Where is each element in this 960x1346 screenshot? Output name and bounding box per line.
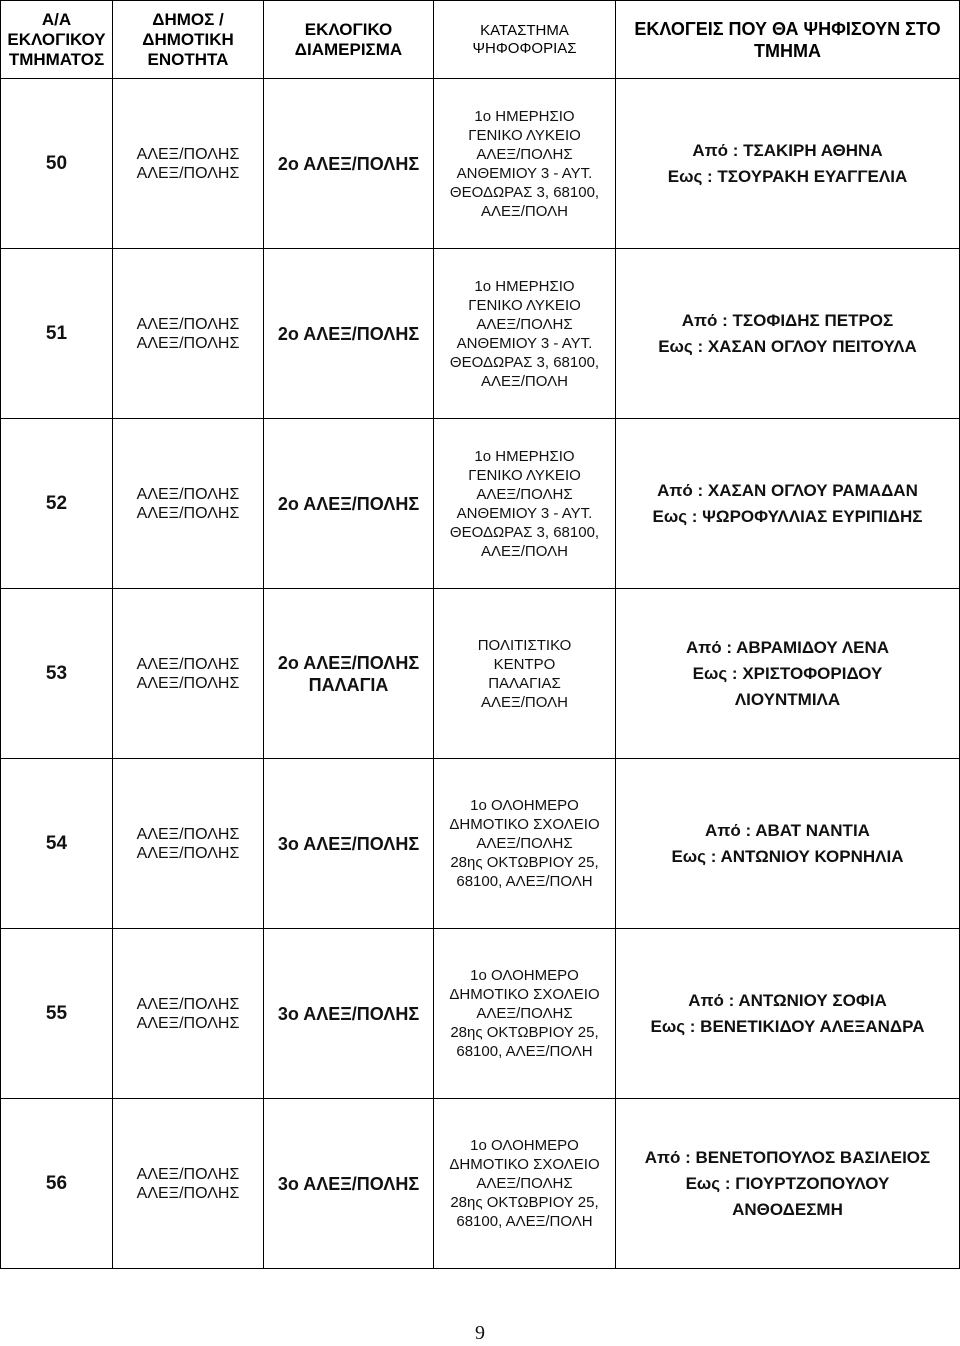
section-number: 53: [1, 589, 113, 759]
voters-range-cell: Από : ΑΒΡΑΜΙΔΟΥ ΛΕΝΑ Εως : ΧΡΙΣΤΟΦΟΡΙΔΟΥ ΛΙΟΥΝΤΜΙΛΑ: [616, 589, 960, 759]
polling-station-cell: 1ο ΗΜΕΡΗΣΙΟ ΓΕΝΙΚΟ ΛΥΚΕΙΟ ΑΛΕΞ/ΠΟΛΗΣ ΑΝΘΕΜΙΟΥ 3 - ΑΥΤ. ΘΕΟΔΩΡΑΣ 3, 68100, ΑΛΕΞ/ΠΟΛΗ: [434, 419, 616, 589]
district-cell: 2ο ΑΛΕΞ/ΠΟΛΗΣ: [264, 419, 434, 589]
polling-station-cell: 1ο ΗΜΕΡΗΣΙΟ ΓΕΝΙΚΟ ΛΥΚΕΙΟ ΑΛΕΞ/ΠΟΛΗΣ ΑΝΘΕΜΙΟΥ 3 - ΑΥΤ. ΘΕΟΔΩΡΑΣ 3, 68100, ΑΛΕΞ/ΠΟΛΗ: [434, 249, 616, 419]
header-katastima: ΚΑΤΑΣΤΗΜΑ ΨΗΦΟΦΟΡΙΑΣ: [434, 1, 616, 79]
municipality-cell: ΑΛΕΞ/ΠΟΛΗΣ ΑΛΕΞ/ΠΟΛΗΣ: [113, 79, 264, 249]
municipality-cell: ΑΛΕΞ/ΠΟΛΗΣ ΑΛΕΞ/ΠΟΛΗΣ: [113, 929, 264, 1099]
polling-station-cell: 1ο ΟΛΟΗΜΕΡΟ ΔΗΜΟΤΙΚΟ ΣΧΟΛΕΙΟ ΑΛΕΞ/ΠΟΛΗΣ 28ης ΟΚΤΩΒΡΙΟΥ 25, 68100, ΑΛΕΞ/ΠΟΛΗ: [434, 759, 616, 929]
table-row: [1, 759, 960, 929]
section-number: 56: [1, 1099, 113, 1269]
table-row: [1, 1099, 960, 1269]
municipality-cell: ΑΛΕΞ/ΠΟΛΗΣ ΑΛΕΞ/ΠΟΛΗΣ: [113, 759, 264, 929]
header-dimos: ΔΗΜΟΣ / ΔΗΜΟΤΙΚΗ ΕΝΟΤΗΤΑ: [113, 1, 264, 79]
municipality-cell: ΑΛΕΞ/ΠΟΛΗΣ ΑΛΕΞ/ΠΟΛΗΣ: [113, 419, 264, 589]
polling-station-cell: 1ο ΟΛΟΗΜΕΡΟ ΔΗΜΟΤΙΚΟ ΣΧΟΛΕΙΟ ΑΛΕΞ/ΠΟΛΗΣ 28ης ΟΚΤΩΒΡΙΟΥ 25, 68100, ΑΛΕΞ/ΠΟΛΗ: [434, 929, 616, 1099]
voters-range-cell: Από : ΒΕΝΕΤΟΠΟΥΛΟΣ ΒΑΣΙΛΕΙΟΣ Εως : ΓΙΟΥΡΤΖΟΠΟΥΛΟΥ ΑΝΘΟΔΕΣΜΗ: [616, 1099, 960, 1269]
voters-range-cell: Από : ΑΒΑΤ ΝΑΝΤΙΑ Εως : ΑΝΤΩΝΙΟΥ ΚΟΡΝΗΛΙΑ: [616, 759, 960, 929]
table-row: [1, 79, 960, 249]
header-aa: Α/Α ΕΚΛΟΓΙΚΟΥ ΤΜΗΜΑΤΟΣ: [1, 1, 113, 79]
table-row: [1, 929, 960, 1099]
voters-range-cell: Από : ΑΝΤΩΝΙΟΥ ΣΟΦΙΑ Εως : ΒΕΝΕΤΙΚΙΔΟΥ ΑΛΕΞΑΝΔΡΑ: [616, 929, 960, 1099]
district-cell: 3ο ΑΛΕΞ/ΠΟΛΗΣ: [264, 929, 434, 1099]
district-cell: 2ο ΑΛΕΞ/ΠΟΛΗΣ: [264, 79, 434, 249]
polling-station-cell: 1ο ΟΛΟΗΜΕΡΟ ΔΗΜΟΤΙΚΟ ΣΧΟΛΕΙΟ ΑΛΕΞ/ΠΟΛΗΣ 28ης ΟΚΤΩΒΡΙΟΥ 25, 68100, ΑΛΕΞ/ΠΟΛΗ: [434, 1099, 616, 1269]
district-cell: 2ο ΑΛΕΞ/ΠΟΛΗΣ: [264, 249, 434, 419]
section-number: 55: [1, 929, 113, 1099]
header-diamerisma: ΕΚΛΟΓΙΚΟ ΔΙΑΜΕΡΙΣΜΑ: [264, 1, 434, 79]
section-number: 52: [1, 419, 113, 589]
polling-station-cell: ΠΟΛΙΤΙΣΤΙΚΟ ΚΕΝΤΡΟ ΠΑΛΑΓΙΑΣ ΑΛΕΞ/ΠΟΛΗ: [434, 589, 616, 759]
table-row: [1, 249, 960, 419]
header-voters: ΕΚΛΟΓΕΙΣ ΠΟΥ ΘΑ ΨΗΦΙΣΟΥΝ ΣΤΟ ΤΜΗΜΑ: [616, 1, 960, 79]
table-row: [1, 589, 960, 759]
district-cell: 3ο ΑΛΕΞ/ΠΟΛΗΣ: [264, 759, 434, 929]
district-cell: 3ο ΑΛΕΞ/ΠΟΛΗΣ: [264, 1099, 434, 1269]
polling-station-cell: 1ο ΗΜΕΡΗΣΙΟ ΓΕΝΙΚΟ ΛΥΚΕΙΟ ΑΛΕΞ/ΠΟΛΗΣ ΑΝΘΕΜΙΟΥ 3 - ΑΥΤ. ΘΕΟΔΩΡΑΣ 3, 68100, ΑΛΕΞ/ΠΟΛΗ: [434, 79, 616, 249]
section-number: 50: [1, 79, 113, 249]
municipality-cell: ΑΛΕΞ/ΠΟΛΗΣ ΑΛΕΞ/ΠΟΛΗΣ: [113, 1099, 264, 1269]
municipality-cell: ΑΛΕΞ/ΠΟΛΗΣ ΑΛΕΞ/ΠΟΛΗΣ: [113, 589, 264, 759]
voters-range-cell: Από : ΤΣΑΚΙΡΗ ΑΘΗΝΑ Εως : ΤΣΟΥΡΑΚΗ ΕΥΑΓΓΕΛΙΑ: [616, 79, 960, 249]
district-cell: 2ο ΑΛΕΞ/ΠΟΛΗΣ ΠΑΛΑΓΙΑ: [264, 589, 434, 759]
table-header-row: [1, 1, 960, 79]
section-number: 51: [1, 249, 113, 419]
voters-range-cell: Από : ΤΣΟΦΙΔΗΣ ΠΕΤΡΟΣ Εως : ΧΑΣΑΝ ΟΓΛΟΥ ΠΕΙΤΟΥΛΑ: [616, 249, 960, 419]
municipality-cell: ΑΛΕΞ/ΠΟΛΗΣ ΑΛΕΞ/ΠΟΛΗΣ: [113, 249, 264, 419]
section-number: 54: [1, 759, 113, 929]
table-row: [1, 419, 960, 589]
voters-range-cell: Από : ΧΑΣΑΝ ΟΓΛΟΥ ΡΑΜΑΔΑΝ Εως : ΨΩΡΟΦΥΛΛΙΑΣ ΕΥΡΙΠΙΔΗΣ: [616, 419, 960, 589]
page-number: 9: [475, 1322, 485, 1344]
